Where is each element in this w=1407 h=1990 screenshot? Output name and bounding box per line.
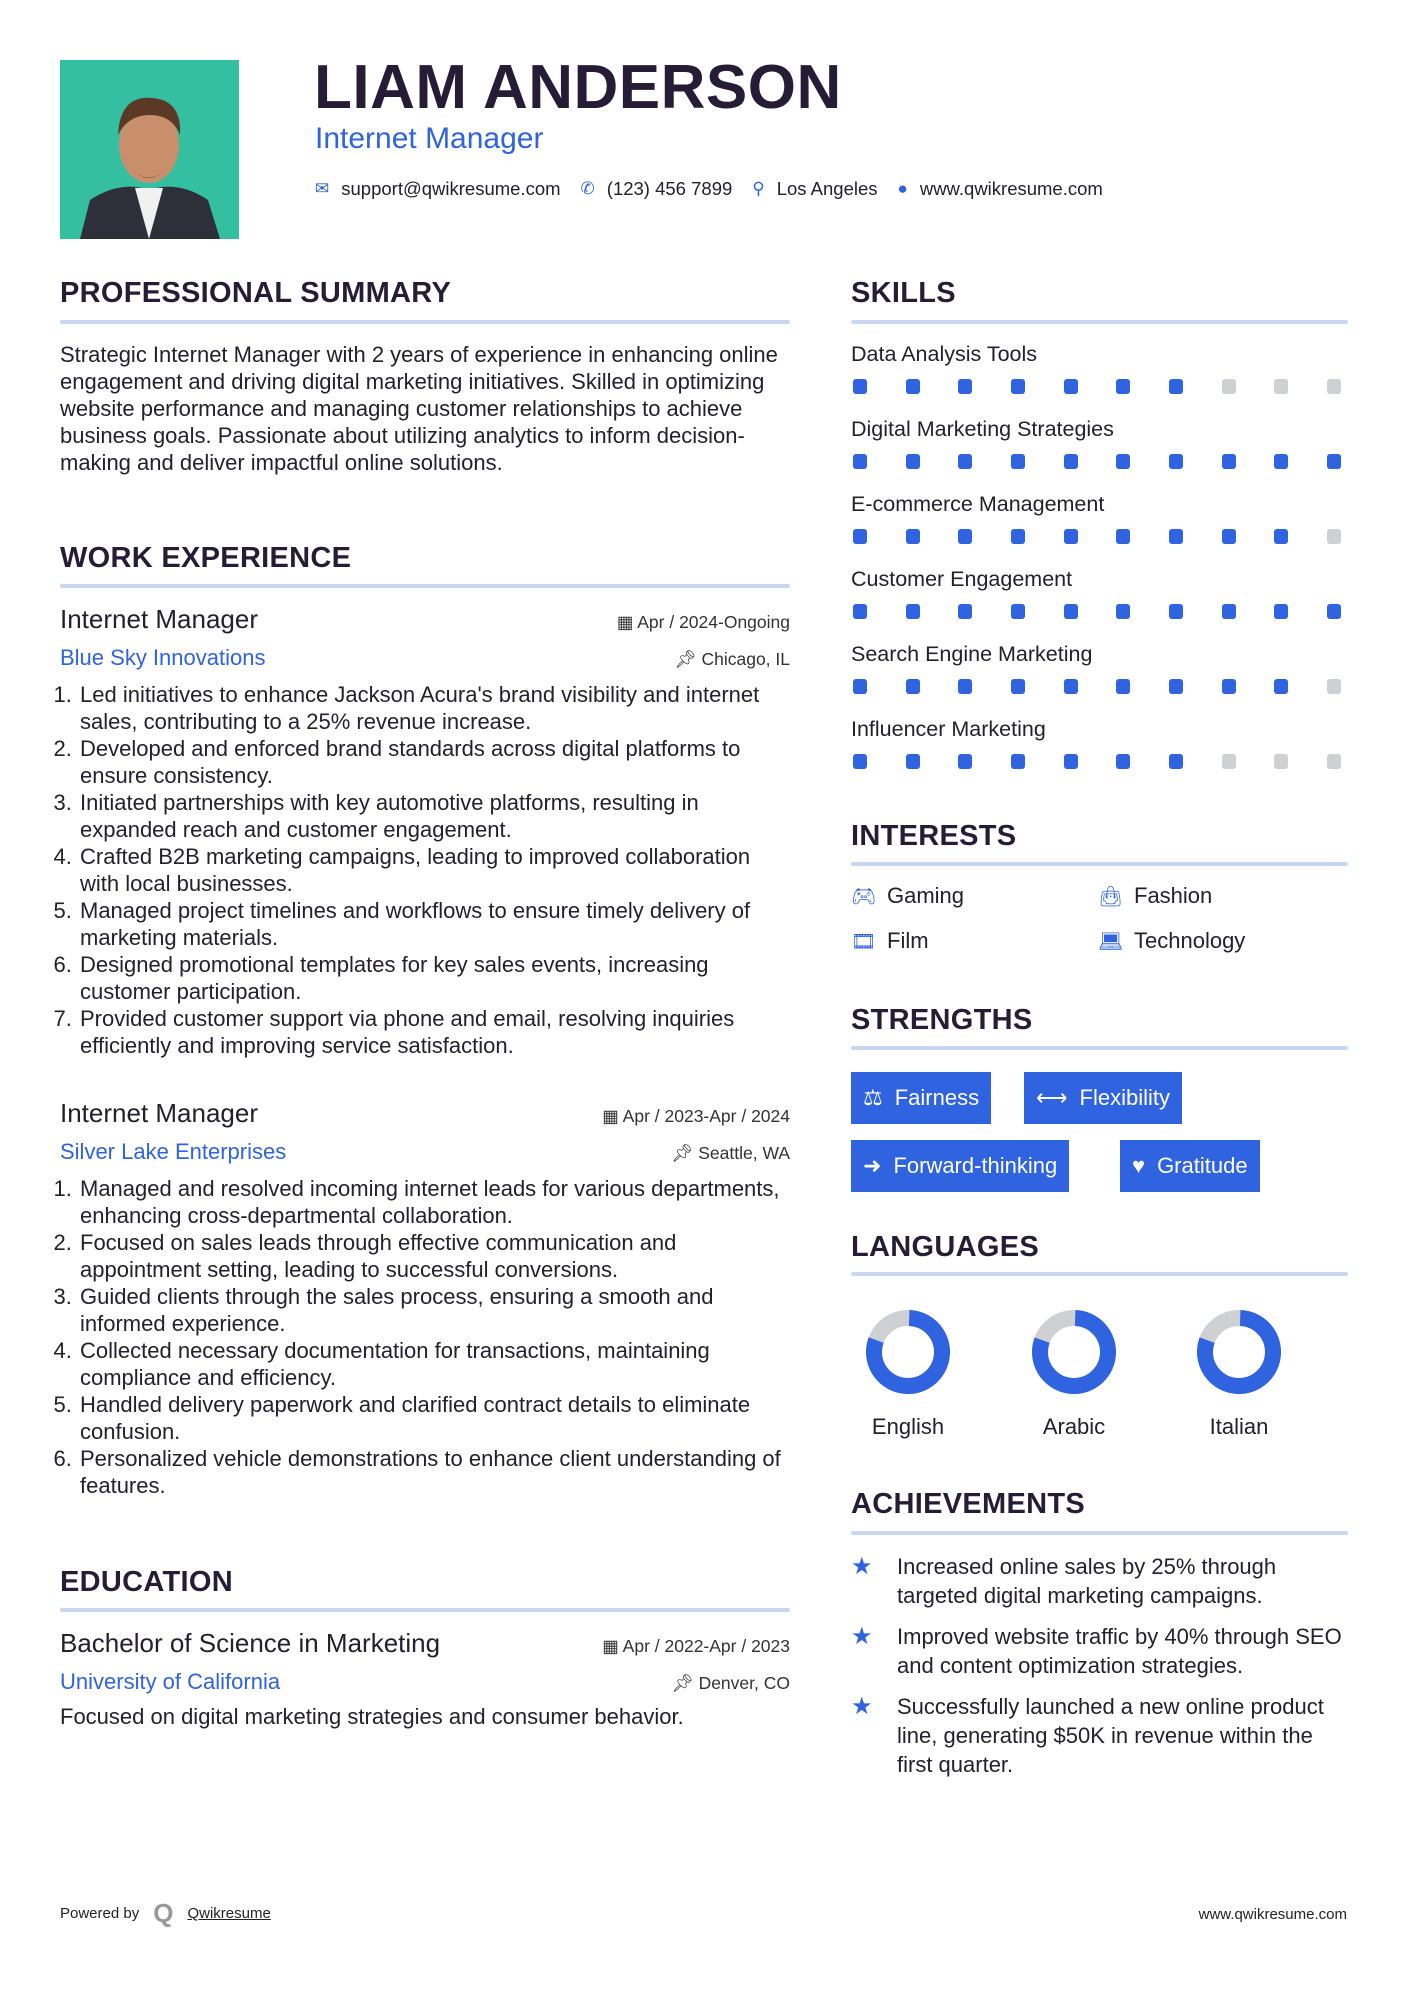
skill-name: Data Analysis Tools: [851, 342, 1038, 366]
divider: [851, 862, 1348, 866]
job-bullets: [60, 1175, 790, 1499]
school-name: University of California: [60, 1669, 281, 1694]
rating-dot: [1222, 529, 1236, 544]
list-item: 1. Managed and resolved incoming internet leads for various departments, enhancing cross-departmental collaboration.: [78, 1175, 790, 1229]
footer-website[interactable]: www.qwikresume.com: [1198, 1906, 1347, 1923]
strength-fairness: [851, 1072, 991, 1124]
achievement-item: [851, 1552, 1351, 1610]
calendar-icon: ▦: [602, 1636, 623, 1656]
interest-label: Technology: [1134, 928, 1246, 953]
divider: [851, 1272, 1348, 1276]
rating-dot: [1116, 379, 1130, 394]
rating-dot: [1169, 754, 1183, 769]
interests-heading: INTERESTS: [851, 820, 1017, 852]
rating-dot: [853, 754, 867, 769]
education-entry: [60, 1628, 790, 1730]
interest-label: Film: [887, 928, 929, 953]
list-item: 5. Managed project timelines and workflows to ensure timely delivery of marketing materials.: [78, 897, 790, 951]
rating-dot: [1116, 529, 1130, 544]
rating-dot: [906, 529, 920, 544]
pin-icon: 📌︎: [671, 1673, 699, 1693]
map-pin-icon: ⚲: [752, 179, 765, 198]
balance-scale-icon: ⚖: [863, 1085, 883, 1110]
skill-rating: [853, 454, 1341, 469]
rating-dot: [1274, 754, 1288, 769]
rating-dot: [1222, 754, 1236, 769]
star-icon: ★: [851, 1553, 873, 1580]
rating-dot: [958, 529, 972, 544]
rating-dot: [1274, 454, 1288, 469]
achievement-text: Improved website traffic by 40% through SEO and content optimization strategies.: [897, 1624, 1342, 1678]
skill-item: [851, 717, 1348, 792]
skill-rating: [853, 679, 1341, 694]
job-date: Apr / 2024-Ongoing: [637, 612, 790, 632]
candidate-name: LIAM ANDERSON: [314, 53, 842, 122]
rating-dot: [1064, 754, 1078, 769]
divider: [60, 320, 790, 324]
email-link[interactable]: support@qwikresume.com: [341, 178, 561, 199]
envelope-icon: ✉: [315, 179, 330, 198]
skill-name: Influencer Marketing: [851, 717, 1046, 741]
rating-dot: [1011, 604, 1025, 619]
list-item: 2. Focused on sales leads through effective communication and appointment setting, leading to successful conversions.: [78, 1229, 790, 1283]
job-entry: [60, 1098, 790, 1499]
rating-dot: [853, 379, 867, 394]
heart-icon: ♥: [1132, 1153, 1146, 1178]
rating-dot: [1169, 454, 1183, 469]
skill-rating: [853, 379, 1341, 394]
strength-gratitude: [1120, 1140, 1260, 1192]
rating-dot: [1011, 379, 1025, 394]
rating-dot: [1011, 454, 1025, 469]
achievement-item: [851, 1622, 1351, 1680]
skill-name: Customer Engagement: [851, 567, 1073, 591]
skill-name: Digital Marketing Strategies: [851, 417, 1114, 441]
achievements-heading: ACHIEVEMENTS: [851, 1488, 1086, 1520]
job-title: Internet Manager: [60, 1098, 259, 1128]
phone-text: (123) 456 7899: [606, 178, 733, 199]
brand-link[interactable]: Qwikresume: [187, 1905, 271, 1922]
achievements-list: [851, 1552, 1351, 1779]
interest-label: Gaming: [887, 883, 965, 908]
language-name: English: [871, 1414, 945, 1439]
job-date: Apr / 2023-Apr / 2024: [622, 1106, 790, 1126]
interest-technology: [1098, 928, 1245, 954]
language-donut: [863, 1307, 953, 1397]
rating-dot: [1274, 604, 1288, 619]
strength-label: Flexibility: [1079, 1085, 1171, 1110]
education-date: Apr / 2022-Apr / 2023: [622, 1636, 790, 1656]
rating-dot: [1064, 454, 1078, 469]
skills-list: [851, 342, 1348, 792]
rating-dot: [1011, 529, 1025, 544]
rating-dot: [1064, 679, 1078, 694]
rating-dot: [1327, 604, 1341, 619]
rating-dot: [1274, 379, 1288, 394]
list-item: 5. Handled delivery paperwork and clarified contract details to eliminate confusion.: [78, 1391, 790, 1445]
job-entry: [60, 604, 790, 1059]
skill-item: [851, 342, 1348, 417]
achievement-item: [851, 1692, 1351, 1779]
film-icon: 🎞︎: [851, 930, 877, 953]
rating-dot: [1064, 529, 1078, 544]
company-name: Silver Lake Enterprises: [60, 1139, 287, 1164]
job-bullets: [60, 681, 790, 1059]
rating-dot: [1169, 529, 1183, 544]
divider: [851, 320, 1348, 324]
strength-label: Fairness: [894, 1085, 980, 1110]
company-name: Blue Sky Innovations: [60, 645, 266, 670]
rating-dot: [1327, 679, 1341, 694]
calendar-icon: ▦: [616, 612, 638, 632]
arrows-h-icon: ⟷: [1036, 1085, 1068, 1110]
experience-heading: WORK EXPERIENCE: [60, 542, 352, 574]
list-item: 4. Collected necessary documentation for transactions, maintaining compliance and efficiency.: [78, 1337, 790, 1391]
rating-dot: [1222, 379, 1236, 394]
summary-heading: PROFESSIONAL SUMMARY: [60, 277, 452, 309]
gamepad-icon: 🎮︎: [851, 885, 877, 908]
rating-dot: [853, 679, 867, 694]
profile-photo: [60, 60, 239, 239]
list-item: 6. Personalized vehicle demonstrations to enhance client understanding of features.: [78, 1445, 790, 1499]
rating-dot: [906, 754, 920, 769]
rating-dot: [1169, 604, 1183, 619]
education-heading: EDUCATION: [60, 1566, 233, 1598]
language-name: Arabic: [1042, 1414, 1106, 1439]
footer-brand: [60, 1898, 271, 1929]
powered-by-text: Powered by: [60, 1905, 140, 1922]
globe-icon: ●: [897, 179, 908, 198]
rating-dot: [1169, 379, 1183, 394]
skill-item: [851, 567, 1348, 642]
rating-dot: [853, 604, 867, 619]
calendar-icon: ▦: [602, 1106, 623, 1126]
education-description: Focused on digital marketing strategies and consumer behavior.: [60, 1704, 684, 1729]
contact-bar: [315, 178, 1123, 200]
job-title: Internet Manager: [60, 604, 259, 634]
skills-heading: SKILLS: [851, 277, 956, 309]
language-donut: [1029, 1307, 1119, 1397]
strength-forward-thinking: [851, 1140, 1069, 1192]
skill-rating: [853, 529, 1341, 544]
rating-dot: [1116, 454, 1130, 469]
phone-icon: ✆: [580, 179, 595, 198]
divider: [851, 1046, 1348, 1050]
rating-dot: [1169, 679, 1183, 694]
rating-dot: [958, 604, 972, 619]
rating-dot: [1327, 529, 1341, 544]
laptop-icon: 💻︎: [1098, 930, 1124, 953]
summary-text: Strategic Internet Manager with 2 years of experience in enhancing online engagement and driving digital marketing initiatives. Skilled in optimizing website performance and managing customer relationships to achieve business goals. Passionate about utilizing analytics to inform decision-making and deliver impactful online solutions.: [60, 342, 778, 475]
interest-fashion: [1098, 883, 1212, 909]
languages-heading: LANGUAGES: [851, 1231, 1039, 1263]
skill-item: [851, 492, 1348, 567]
interest-gaming: [851, 883, 964, 909]
achievement-text: Increased online sales by 25% through targeted digital marketing campaigns.: [897, 1554, 1277, 1608]
rating-dot: [958, 379, 972, 394]
list-item: 6. Designed promotional templates for key sales events, increasing customer participation.: [78, 951, 790, 1005]
rating-dot: [906, 679, 920, 694]
skill-item: [851, 417, 1348, 492]
divider: [60, 1608, 790, 1612]
interest-film: [851, 928, 929, 954]
star-icon: ★: [851, 1623, 873, 1650]
list-item: 3. Initiated partnerships with key automotive platforms, resulting in expanded reach and customer engagement.: [78, 789, 790, 843]
achievement-text: Successfully launched a new online product line, generating $50K in revenue within the first quarter.: [897, 1694, 1324, 1777]
rating-dot: [958, 754, 972, 769]
language-name: Italian: [1209, 1414, 1269, 1439]
divider: [851, 1531, 1348, 1535]
skill-rating: [853, 604, 1341, 619]
rating-dot: [1011, 754, 1025, 769]
location-text: Los Angeles: [776, 178, 878, 199]
star-icon: ★: [851, 1693, 873, 1720]
rating-dot: [1222, 679, 1236, 694]
strength-flexibility: [1024, 1072, 1182, 1124]
shopping-bag-icon: 👜︎: [1098, 885, 1124, 908]
rating-dot: [1222, 604, 1236, 619]
pin-icon: 📌︎: [671, 1143, 699, 1163]
rating-dot: [1011, 679, 1025, 694]
arrow-right-icon: ➜: [863, 1153, 882, 1178]
rating-dot: [1274, 529, 1288, 544]
rating-dot: [1274, 679, 1288, 694]
rating-dot: [1327, 379, 1341, 394]
rating-dot: [1116, 754, 1130, 769]
strength-label: Forward-thinking: [893, 1153, 1058, 1178]
skill-name: Search Engine Marketing: [851, 642, 1093, 666]
rating-dot: [1064, 604, 1078, 619]
website-link[interactable]: www.qwikresume.com: [919, 178, 1103, 199]
job-location: Seattle, WA: [698, 1143, 790, 1163]
list-item: 7. Provided customer support via phone and email, resolving inquiries efficiently and improving service satisfaction.: [78, 1005, 790, 1059]
rating-dot: [1064, 379, 1078, 394]
rating-dot: [906, 454, 920, 469]
interest-label: Fashion: [1134, 883, 1213, 908]
divider: [60, 584, 790, 588]
list-item: 4. Crafted B2B marketing campaigns, leading to improved collaboration with local businesses.: [78, 843, 790, 897]
rating-dot: [906, 379, 920, 394]
strengths-heading: STRENGTHS: [851, 1004, 1033, 1036]
list-item: 3. Guided clients through the sales process, ensuring a smooth and informed experience.: [78, 1283, 790, 1337]
rating-dot: [906, 604, 920, 619]
degree: Bachelor of Science in Marketing: [60, 1628, 441, 1658]
rating-dot: [1116, 679, 1130, 694]
list-item: 1. Led initiatives to enhance Jackson Acura's brand visibility and internet sales, contributing to a 25% revenue increase.: [78, 681, 790, 735]
list-item: 2. Developed and enforced brand standards across digital platforms to ensure consistency.: [78, 735, 790, 789]
language-donut: [1194, 1307, 1284, 1397]
rating-dot: [1222, 454, 1236, 469]
skill-item: [851, 642, 1348, 717]
rating-dot: [1327, 454, 1341, 469]
education-location: Denver, CO: [698, 1673, 790, 1693]
rating-dot: [853, 454, 867, 469]
rating-dot: [853, 529, 867, 544]
strength-label: Gratitude: [1157, 1153, 1248, 1178]
rating-dot: [1116, 604, 1130, 619]
rating-dot: [958, 679, 972, 694]
skill-rating: [853, 754, 1341, 769]
pin-icon: 📌︎: [674, 649, 702, 669]
rating-dot: [1327, 754, 1341, 769]
candidate-title: Internet Manager: [315, 122, 544, 155]
qwikresume-logo-icon: Q: [153, 1898, 174, 1928]
rating-dot: [958, 454, 972, 469]
job-location: Chicago, IL: [701, 649, 790, 669]
skill-name: E-commerce Management: [851, 492, 1105, 516]
